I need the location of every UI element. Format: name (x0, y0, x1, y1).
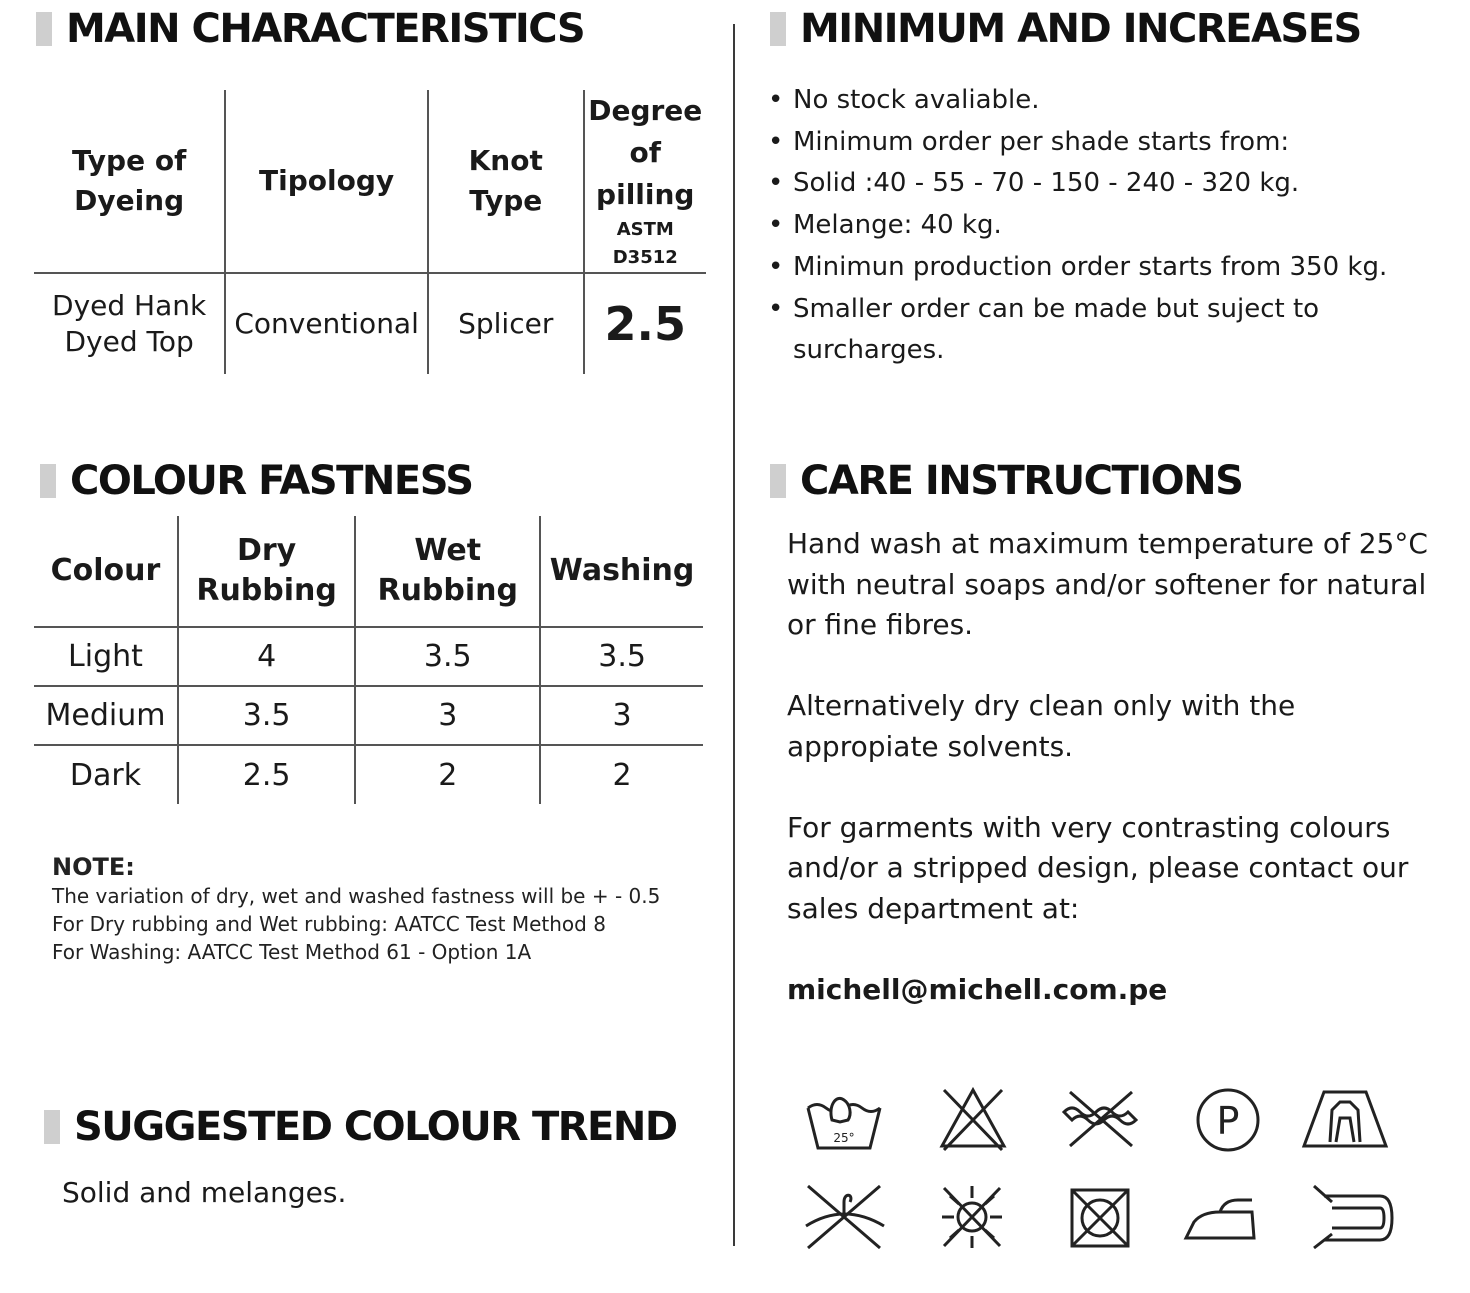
heading-marker (770, 12, 786, 46)
fastness-note (52, 852, 660, 966)
colour-fastness-title: COLOUR FASTNESS (70, 458, 473, 504)
hand-wash-25-icon (800, 1086, 890, 1156)
header-dry-rubbing: Dry Rubbing (178, 516, 355, 627)
flat-dry-icon (1300, 1084, 1390, 1154)
dry-clean-p-icon (1184, 1084, 1274, 1154)
header-colour: Colour (34, 516, 178, 627)
minimum-list (768, 80, 1418, 372)
knot-type-value: Splicer (428, 273, 584, 374)
degree-standard-label: ASTM D3512 (612, 219, 678, 268)
dry-rubbing-cell: 3.5 (178, 686, 355, 745)
table-row (34, 273, 706, 374)
sales-email-link[interactable]: michell@michell.com.pe (787, 972, 1168, 1006)
table-header-row (34, 516, 703, 627)
care-title: CARE INSTRUCTIONS (800, 458, 1243, 504)
list-item: • No stock avaliable. (768, 80, 1418, 122)
dry-rubbing-cell: 4 (178, 627, 355, 686)
note-title: NOTE: (52, 853, 135, 881)
note-line: For Dry rubbing and Wet rubbing: AATCC Test Method 8 (52, 912, 606, 936)
minimum-heading (770, 6, 1361, 52)
care-text (787, 524, 1437, 1010)
main-characteristics-heading (36, 6, 584, 52)
wash-temperature: 25° (833, 1131, 855, 1145)
header-wet-rubbing: Wet Rubbing (355, 516, 540, 627)
pilling-value: 2.5 (584, 273, 706, 374)
washing-cell: 2 (540, 745, 703, 804)
washing-cell: 3 (540, 686, 703, 745)
list-item: • Solid :40 - 55 - 70 - 150 - 240 - 320 kg. (768, 163, 1418, 205)
note-line: The variation of dry, wet and washed fastness will be + - 0.5 (52, 884, 661, 908)
colour-cell: Medium (34, 686, 178, 745)
list-item: • Melange: 40 kg. (768, 205, 1418, 247)
minimum-title: MINIMUM AND INCREASES (800, 6, 1361, 52)
fastness-table (34, 516, 703, 804)
dyeing-values (34, 273, 225, 374)
header-degree-of-pilling (584, 90, 706, 273)
tipology-value: Conventional (225, 273, 428, 374)
do-not-dry-in-sun-icon (928, 1182, 1018, 1252)
colour-cell: Light (34, 627, 178, 686)
degree-of-pilling-label: Degree of pilling (588, 94, 703, 211)
do-not-tumble-dry-icon (1056, 1182, 1146, 1252)
do-not-wring-icon (1056, 1084, 1146, 1154)
wet-rubbing-cell: 3 (355, 686, 540, 745)
heading-marker (770, 464, 786, 498)
table-row (34, 627, 703, 686)
washing-cell: 3.5 (540, 627, 703, 686)
colour-trend-title: SUGGESTED COLOUR TREND (74, 1104, 677, 1150)
main-characteristics-title: MAIN CHARACTERISTICS (66, 6, 585, 52)
care-heading (770, 458, 1242, 504)
care-paragraph: Hand wash at maximum temperature of 25°C with neutral soaps and/or softener for natural or fine fibres. (787, 527, 1428, 641)
dyeing-value-hank: Dyed Hank (52, 289, 207, 322)
care-paragraph: For garments with very contrasting colours and/or a stripped design, please contact our sales department at: (787, 810, 1409, 925)
header-tipology: Tipology (225, 90, 428, 273)
dyeing-value-top: Dyed Top (64, 325, 194, 358)
header-washing: Washing (540, 516, 703, 627)
do-not-hang-dry-icon (800, 1182, 890, 1252)
heading-marker (36, 12, 52, 46)
note-line: For Washing: AATCC Test Method 61 - Option 1A (52, 940, 532, 964)
colour-trend-heading (44, 1104, 677, 1150)
heading-marker (44, 1110, 60, 1144)
list-item: • Smaller order can be made but suject to surcharges. (768, 289, 1418, 372)
wet-rubbing-cell: 2 (355, 745, 540, 804)
do-not-bleach-icon (928, 1084, 1018, 1154)
colour-fastness-heading (40, 458, 473, 504)
table-row (34, 745, 703, 804)
column-divider (733, 24, 735, 1246)
heading-marker (40, 464, 56, 498)
colour-trend-text: Solid and melanges. (62, 1176, 347, 1209)
dry-flat-in-shade-icon (1310, 1182, 1400, 1252)
iron-low-icon (1180, 1182, 1270, 1252)
care-paragraph: Alternatively dry clean only with the appropiate solvents. (787, 689, 1296, 763)
list-item: • Minimun production order starts from 350 kg. (768, 247, 1418, 289)
header-knot-type: Knot Type (428, 90, 584, 273)
table-header-row (34, 90, 706, 273)
list-item: • Minimum order per shade starts from: (768, 122, 1418, 164)
characteristics-table (34, 90, 706, 374)
wet-rubbing-cell: 3.5 (355, 627, 540, 686)
dry-clean-letter: P (1216, 1099, 1240, 1143)
header-type-of-dyeing: Type of Dyeing (34, 90, 225, 273)
colour-cell: Dark (69, 757, 142, 793)
table-row (34, 686, 703, 745)
dry-rubbing-cell: 2.5 (178, 745, 355, 804)
